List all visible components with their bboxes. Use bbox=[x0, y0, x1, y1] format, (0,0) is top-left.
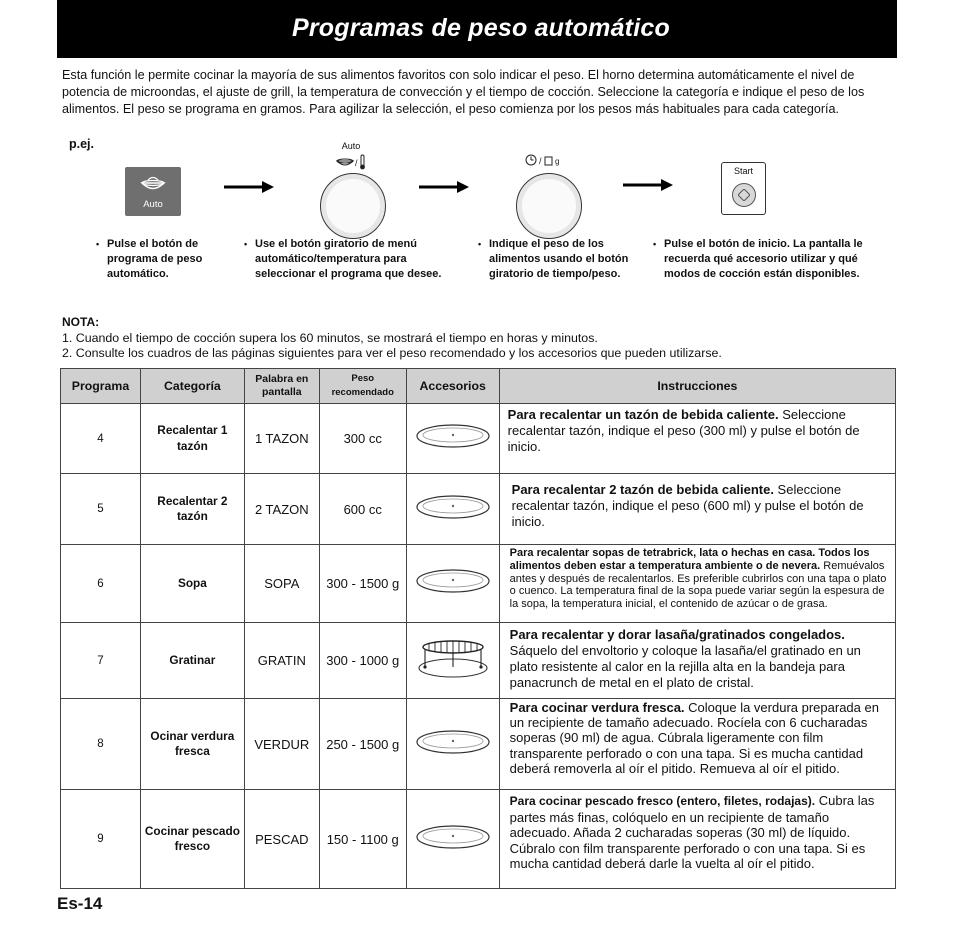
time-weight-dial[interactable] bbox=[516, 173, 582, 239]
title-bar bbox=[57, 0, 897, 58]
nota-heading: NOTA: bbox=[62, 315, 100, 329]
categoria-cell: Recalentar 2 tazón bbox=[140, 474, 244, 545]
instrucciones-cell: Para recalentar sopas de tetrabrick, lata o hechas en casa. Todos los alimentos deben estar a temperatura ambiente o de nevera. Remuévalos antes y después de recalentarlos. Es preferible cubrirlos con una tapa o plato o cuenco. La temperatura final de la sopa puede variar según la espesura de la sopa, la temperatura inicial, el contenido de azúcar o de grasa. bbox=[499, 545, 895, 623]
arrow-right-icon bbox=[224, 181, 274, 193]
glass-tray-icon bbox=[415, 568, 491, 594]
glass-tray-icon bbox=[415, 494, 491, 520]
table-row bbox=[61, 545, 896, 623]
programa-cell: 8 bbox=[61, 699, 141, 790]
nota-item: 1. Cuando el tiempo de cocción supera los 60 minutos, se mostrará el tiempo en horas y minutos. bbox=[62, 330, 598, 345]
header-programa: Programa bbox=[61, 369, 141, 404]
header-accesorios: Accesorios bbox=[406, 369, 499, 404]
accesorios-cell bbox=[406, 699, 499, 790]
instrucciones-cell: Para recalentar y dorar lasaña/gratinados congelados. Sáquelo del envoltorio y coloque la lasaña/el gratinado en un plato resistente al calor en la rejilla alta en la bandeja para panacrunch de metal en el plato de cristal. bbox=[499, 623, 895, 699]
palabra-cell: GRATIN bbox=[244, 623, 319, 699]
start-button-panel bbox=[721, 162, 766, 215]
table-row bbox=[61, 474, 896, 545]
nota-section bbox=[62, 315, 722, 362]
accesorios-cell bbox=[406, 623, 499, 699]
instrucciones-cell: Para cocinar pescado fresco (entero, filetes, rodajas). Cubra las partes más finas, colóquelo en un recipiente de tamaño adecuado. Añada 2 cucharadas soperas (30 ml) de líquido. Cúbralo con film transparente perforado o con una tapa. Si es mucha cantidad deberá darle la vuelta al oír el pitido. bbox=[499, 790, 895, 889]
peso-cell: 300 - 1000 g bbox=[319, 623, 406, 699]
programa-cell: 9 bbox=[61, 790, 141, 889]
peso-cell: 600 cc bbox=[319, 474, 406, 545]
categoria-cell: Sopa bbox=[140, 545, 244, 623]
categoria-cell: Gratinar bbox=[140, 623, 244, 699]
table-row bbox=[61, 699, 896, 790]
nota-item: 2. Consulte los cuadros de las páginas siguientes para ver el peso recomendado y los accesorios que pueden utilizarse. bbox=[62, 346, 722, 360]
start-diamond-icon bbox=[738, 189, 750, 201]
dial1-label: Auto bbox=[341, 141, 361, 151]
programa-cell: 5 bbox=[61, 474, 141, 545]
auto-menu-dial[interactable] bbox=[320, 173, 386, 239]
categoria-cell: Cocinar pescado fresco bbox=[140, 790, 244, 889]
header-peso: Peso recomendado bbox=[319, 369, 406, 404]
bowl-thermometer-icon bbox=[336, 153, 370, 171]
accesorios-cell bbox=[406, 474, 499, 545]
start-label: Start bbox=[733, 166, 753, 176]
peso-cell: 150 - 1100 g bbox=[319, 790, 406, 889]
instrucciones-cell: Para recalentar 2 tazón de bebida caliente. Seleccione recalentar tazón, indique el peso (600 ml) y pulse el botón de inicio. bbox=[499, 474, 895, 545]
step-3: • Indique el peso de los alimentos usando el botón giratorio de tiempo/peso. bbox=[478, 238, 629, 280]
programa-cell: 7 bbox=[61, 623, 141, 699]
step-4: • Pulse el botón de inicio. La pantalla le recuerda qué accesorio utilizar y qué modos de cocción están disponibles. bbox=[653, 238, 863, 280]
peso-cell: 300 - 1500 g bbox=[319, 545, 406, 623]
table-row bbox=[61, 623, 896, 699]
step-1: • Pulse el botón de programa de peso automático. bbox=[96, 238, 203, 280]
page-title: Programas de peso automático bbox=[292, 14, 670, 42]
palabra-cell: VERDUR bbox=[244, 699, 319, 790]
glass-tray-icon bbox=[415, 423, 491, 449]
step-2: • Use el botón giratorio de menú automático/temperatura para seleccionar el programa que desee. bbox=[244, 238, 442, 280]
example-label: p.ej. bbox=[69, 137, 95, 151]
instrucciones-cell: Para cocinar verdura fresca. Coloque la verdura preparada en un recipiente de tamaño adecuado. Rocíela con 6 cucharadas soperas (90 ml) de agua. Cúbrala ligeramente con film transparente perforado o con una tapa. Si es mucha cantidad deberá removerla al oír el pitido. Remueva al oír el pitido. bbox=[499, 699, 895, 790]
header-instrucciones: Instrucciones bbox=[499, 369, 895, 404]
arrow-right-icon bbox=[623, 179, 673, 191]
programa-cell: 4 bbox=[61, 404, 141, 474]
page-number: Es-14 bbox=[57, 894, 103, 913]
table-row bbox=[61, 404, 896, 474]
start-button[interactable] bbox=[732, 183, 756, 207]
table-header-row bbox=[61, 369, 896, 404]
accesorios-cell bbox=[406, 404, 499, 474]
categoria-cell: Recalentar 1 tazón bbox=[140, 404, 244, 474]
clock-weight-icon bbox=[525, 153, 565, 167]
header-categoria: Categoría bbox=[140, 369, 244, 404]
accesorios-cell bbox=[406, 545, 499, 623]
svg-text:g: g bbox=[555, 157, 560, 166]
intro-paragraph: Esta función le permite cocinar la mayoría de sus alimentos favoritos con solo indicar el peso. El horno determina automáticamente el nivel de potencia de microondas, el ajuste de grill, la temperatura de convección y el tiempo de cocción. Seleccione la categoría e indique el peso de los alimentos. El peso se programa en gramos. Para agilizar la selección, el peso comienza por los pesos más habituales para cada categoría. bbox=[62, 68, 865, 116]
accesorios-cell bbox=[406, 790, 499, 889]
glass-tray-icon bbox=[415, 729, 491, 755]
svg-text:/: / bbox=[539, 156, 542, 166]
auto-button[interactable] bbox=[125, 167, 181, 216]
palabra-cell: 1 TAZON bbox=[244, 404, 319, 474]
rack-on-tray-icon bbox=[415, 637, 491, 679]
svg-text:/: / bbox=[355, 158, 358, 168]
palabra-cell: PESCAD bbox=[244, 790, 319, 889]
instrucciones-cell: Para recalentar un tazón de bebida caliente. Seleccione recalentar tazón, indique el peso (300 ml) y pulse el botón de inicio. bbox=[499, 404, 895, 474]
auto-button-label: Auto bbox=[143, 199, 163, 210]
peso-cell: 250 - 1500 g bbox=[319, 699, 406, 790]
palabra-cell: 2 TAZON bbox=[244, 474, 319, 545]
palabra-cell: SOPA bbox=[244, 545, 319, 623]
peso-cell: 300 cc bbox=[319, 404, 406, 474]
bowl-icon bbox=[139, 174, 167, 194]
categoria-cell: Ocinar verdura fresca bbox=[140, 699, 244, 790]
table-row bbox=[61, 790, 896, 889]
glass-tray-icon bbox=[415, 824, 491, 850]
arrow-right-icon bbox=[419, 181, 469, 193]
header-palabra: Palabra en pantalla bbox=[244, 369, 319, 404]
programs-table bbox=[60, 368, 896, 889]
programa-cell: 6 bbox=[61, 545, 141, 623]
